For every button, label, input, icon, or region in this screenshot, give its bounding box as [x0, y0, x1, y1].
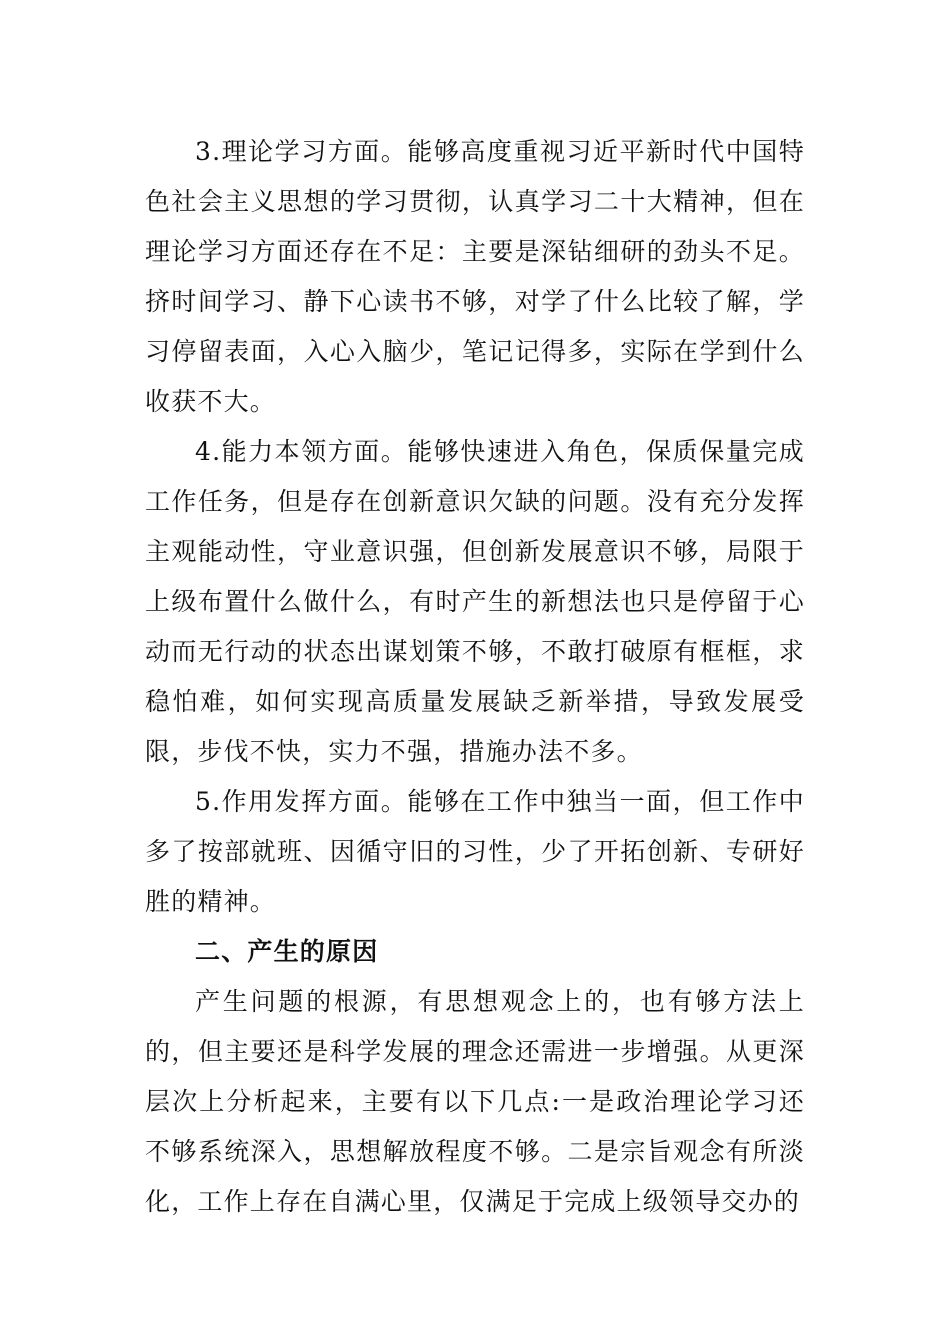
- section-heading: 二、产生的原因: [195, 937, 379, 966]
- paragraph-ability: 4.能力本领方面。能够快速进入角色，保质保量完成工作任务，但是存在创新意识欠缺的问题。没有充分发挥主观能动性，守业意识强，但创新发展意识不够，局限于上级布置什么做什么，有时产生的新想法也只是停留于心动而无行动的状态出谋划策不够，不敢打破原有框框，求稳怕难，如何实现高质量发展缺乏新举措，导致发展受限，步伐不快，实力不强，措施办法不多。: [145, 437, 805, 766]
- document-body: [145, 127, 805, 1227]
- paragraph-causes: 产生问题的根源，有思想观念上的，也有够方法上的，但主要还是科学发展的理念还需进一步增强。从更深层次上分析起来，主要有以下几点:一是政治理论学习还不够系统深入，思想解放程度不够。二是宗旨观念有所淡化，工作上存在自满心里，仅满足于完成上级领导交办的: [145, 987, 805, 1216]
- paragraph-role: 5.作用发挥方面。能够在工作中独当一面，但工作中多了按部就班、因循守旧的习性，少了开拓创新、专研好胜的精神。: [145, 787, 805, 916]
- paragraph-theory-study: 3.理论学习方面。能够高度重视习近平新时代中国特色社会主义思想的学习贯彻，认真学习二十大精神，但在理论学习方面还存在不足：主要是深钻细研的劲头不足。挤时间学习、静下心读书不够，对学了什么比较了解，学习停留表面，入心入脑少，笔记记得多，实际在学到什么收获不大。: [145, 137, 805, 416]
